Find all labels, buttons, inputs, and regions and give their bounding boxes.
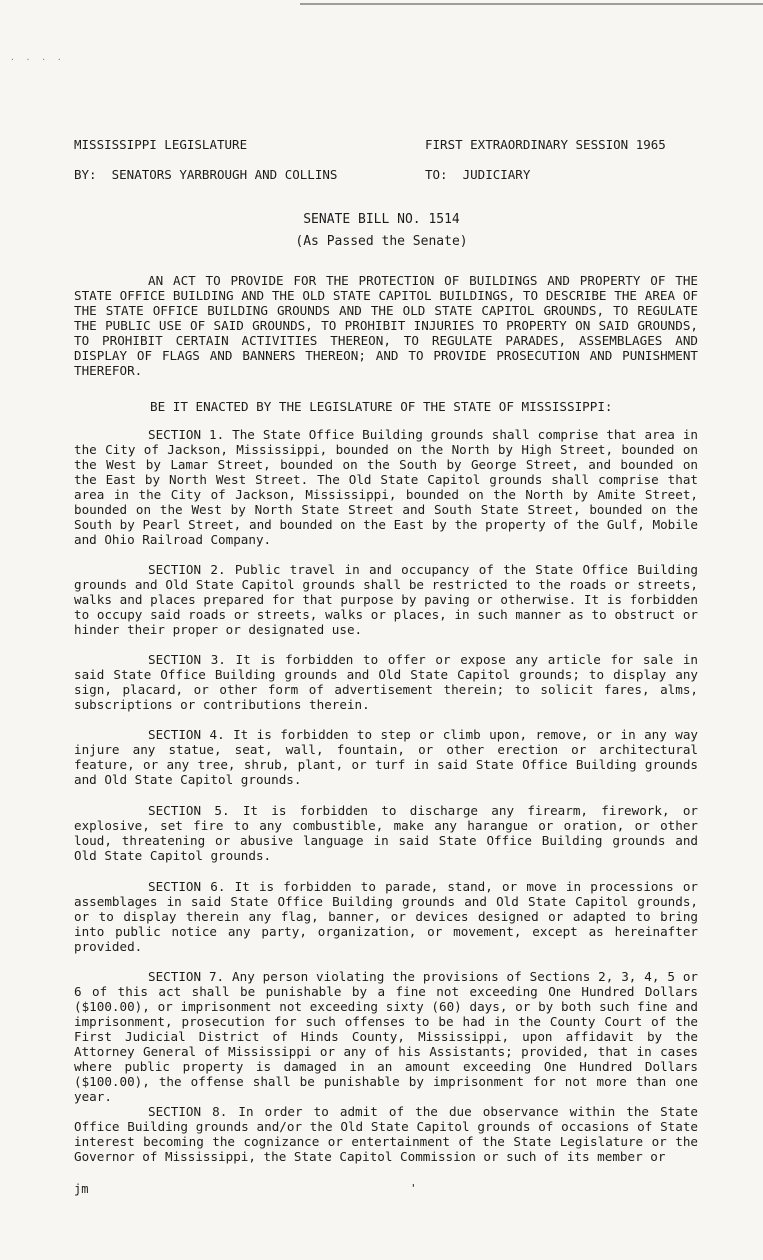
- sponsors-label: BY: SENATORS YARBROUGH AND COLLINS: [74, 167, 338, 182]
- section-2: [74, 562, 698, 637]
- section-6: [74, 879, 698, 954]
- enacting-clause: BE IT ENACTED BY THE LEGISLATURE OF THE STATE OF MISSISSIPPI:: [150, 399, 613, 414]
- page-mark: ': [410, 1182, 417, 1195]
- act-title: [74, 273, 698, 378]
- section-5: [74, 803, 698, 863]
- section-1: [74, 427, 698, 547]
- section-6-text: SECTION 6. It is forbidden to parade, stand, or move in processions or assemblages in said State Office Building grounds and Old State Capitol grounds, or to display therein any flag, banner, or devices designed or adapted to bring into public notice any party, organization, or movement, except as hereinafter provided.: [74, 879, 698, 954]
- section-5-text: SECTION 5. It is forbidden to discharge any firearm, firework, or explosive, set fire to any combustible, make any harangue or oration, or other loud, threatening or abusive language in said State Office Building grounds and Old State Capitol grounds.: [74, 803, 698, 863]
- legislature-label: MISSISSIPPI LEGISLATURE: [74, 137, 248, 152]
- section-4: [74, 727, 698, 787]
- scan-edge-line: [300, 3, 763, 5]
- section-4-text: SECTION 4. It is forbidden to step or climb upon, remove, or in any way injure any statue, seat, wall, fountain, or other erection or architectural feature, or any tree, shrub, plant, or turf in said State Office Building grounds and Old State Capitol grounds.: [74, 727, 698, 787]
- section-8: [74, 1104, 698, 1164]
- typist-initials: jm: [74, 1182, 89, 1196]
- section-3-text: SECTION 3. It is forbidden to offer or expose any article for sale in said State Office Building grounds and Old State Capitol grounds; to display any sign, placard, or other form of advertisement therein; to solicit fares, alms, subscriptions or contributions therein.: [74, 652, 698, 712]
- section-8-text: SECTION 8. In order to admit of the due observance within the State Office Building grounds and/or the Old State Capitol grounds of occasions of State interest becoming the cognizance or entertainment of the State Legislature or the Governor of Mississippi, the State Capitol Commission or such of its member or: [74, 1104, 698, 1164]
- bill-number: SENATE BILL NO. 1514: [303, 212, 460, 227]
- section-7-text: SECTION 7. Any person violating the provisions of Sections 2, 3, 4, 5 or 6 of this act shall be punishable by a fine not exceeding One Hundred Dollars ($100.00), or imprisonment not exceeding sixty (60) days, or by both such fine and imprisonment, prosecution for such offenses to be had in the County Court of the First Judicial District of Hinds County, Mississippi, upon affidavit by the Attorney General of Mississippi or any of his Assistants; provided, that in cases where public property is damaged in an amount exceeding One Hundred Dollars ($100.00), the offense shall be punishable by imprisonment for not more than one year.: [74, 969, 698, 1104]
- section-7: [74, 969, 698, 1104]
- section-3: [74, 652, 698, 712]
- bill-status: (As Passed the Senate): [295, 234, 468, 249]
- section-1-text: SECTION 1. The State Office Building grounds shall comprise that area in the City of Jackson, Mississippi, bounded on the North by High Street, bounded on the West by Lamar Street, bounded on the South by George Street, and bounded on the East by North West Street. The Old State Capitol grounds shall comprise that area in the City of Jackson, Mississippi, bounded on the North by Amite Street, bounded on the West by North State Street and South State Street, bounded on the South by Pearl Street, and bounded on the East by the property of the Gulf, Mobile and Ohio Railroad Company.: [74, 427, 698, 547]
- session-label: FIRST EXTRAORDINARY SESSION 1965: [425, 137, 666, 152]
- act-title-text: AN ACT TO PROVIDE FOR THE PROTECTION OF BUILDINGS AND PROPERTY OF THE STATE OFFICE BUILDING AND THE OLD STATE CAPITOL BUILDINGS, TO DESCRIBE THE AREA OF THE STATE OFFICE BUILDING GROUNDS AND THE OLD STATE CAPITOL GROUNDS, TO REGULATE THE PUBLIC USE OF SAID GROUNDS, TO PROHIBIT INJURIES TO PROPERTY ON SAID GROUNDS, TO PROHIBIT CERTAIN ACTIVITIES THEREON, TO REGULATE PARADES, ASSEMBLAGES AND DISPLAY OF FLAGS AND BANNERS THEREON; AND TO PROVIDE PROSECUTION AND PUNISHMENT THEREFOR.: [74, 273, 698, 378]
- committee-label: TO: JUDICIARY: [425, 167, 531, 182]
- scan-specks: · · · ·: [10, 55, 65, 64]
- section-2-text: SECTION 2. Public travel in and occupancy of the State Office Building grounds and Old State Capitol grounds shall be restricted to the roads or streets, walks and places prepared for that purpose by paving or otherwise. It is forbidden to occupy said roads or streets, walks or places, in such manner as to obstruct or hinder their proper or designated use.: [74, 562, 698, 637]
